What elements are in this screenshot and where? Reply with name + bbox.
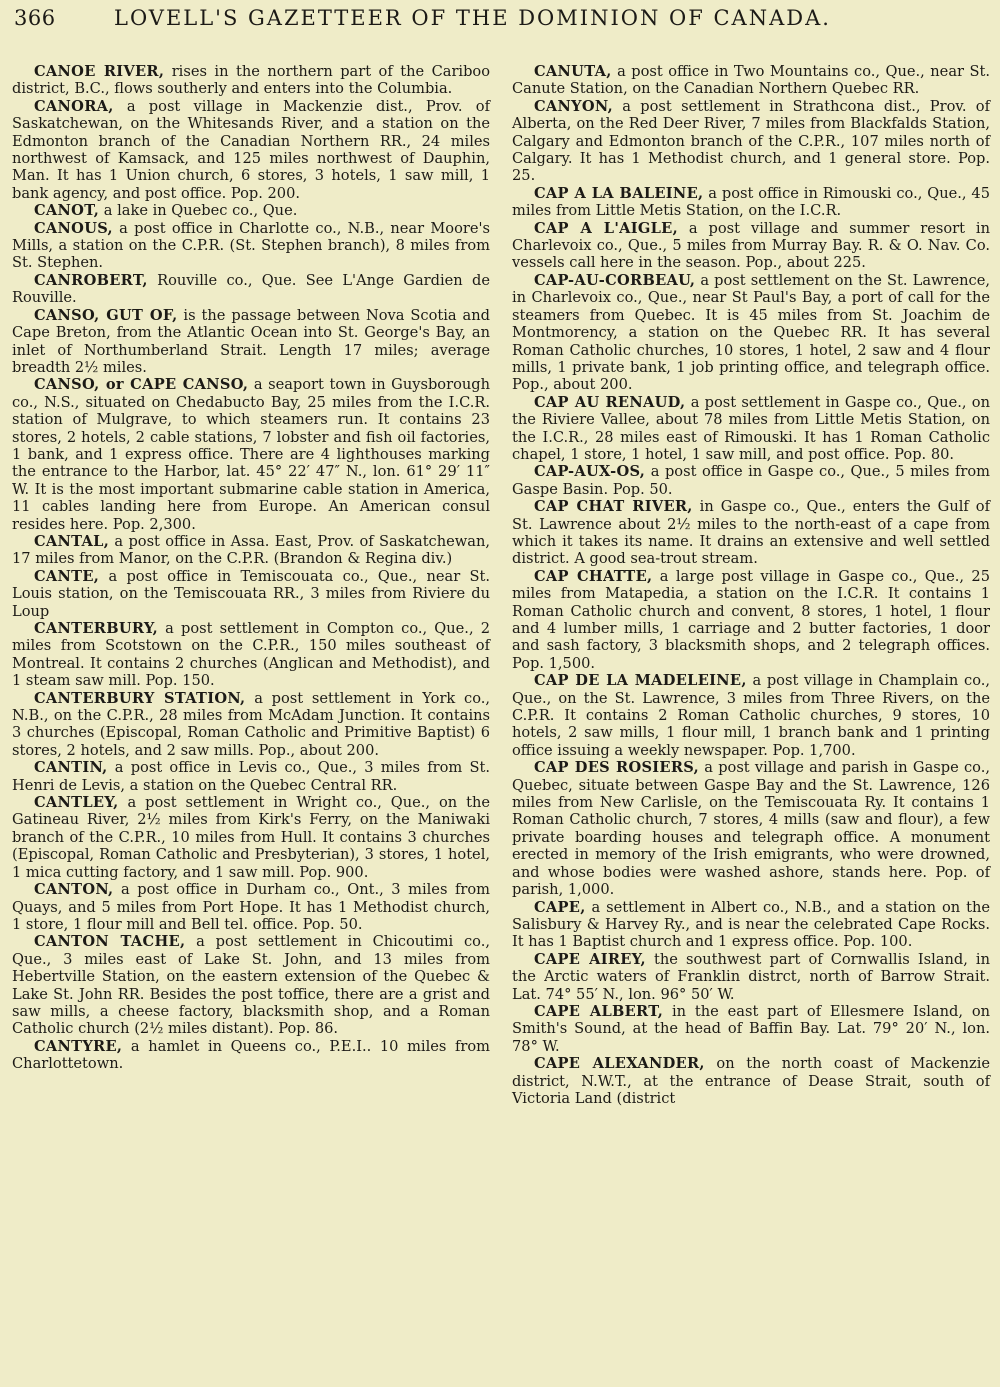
gazetteer-entry — [12, 759, 490, 794]
entry-text: a post office in Levis co., Que., 3 miles from St. Henri de Levis, a station on the Quebec Central RR. — [12, 759, 490, 794]
entry-headword: CANTON TACHE, — [34, 933, 186, 951]
entry-text: a post settlement in Gaspe co., Que., on the Riviere Vallee, about 78 miles from Little Metis Station, on the I.C.R., 28 miles east of Rimouski. It has 1 Roman Catholic chapel, 1 store, 1 hotel, 1 saw mill, and post office. Pop. 80. — [512, 393, 990, 463]
entry-headword: CAPE, — [534, 898, 586, 916]
page-number: 366 — [14, 6, 56, 30]
entry-text: a post office in Durham co., Ont., 3 miles from Quays, and 5 miles from Port Hope. It has 1 Methodist church, 1 store, 1 flour mill and Bell tel. office. Pop. 50. — [12, 881, 490, 933]
entry-text: on the north coast of Mackenzie district, N.W.T., at the entrance of Dease Strait, south of Victoria Land (district — [512, 1055, 991, 1107]
gazetteer-entry — [12, 98, 490, 202]
entry-text: a post office in Rimouski co., Que., 45 miles from Little Metis Station, on the I.C.R. — [512, 184, 990, 220]
left-column — [12, 63, 490, 1073]
gazetteer-entry — [12, 794, 490, 881]
entry-headword: CAP A LA BALEINE, — [534, 184, 704, 202]
gazetteer-entry — [512, 899, 990, 951]
entry-text: in the east part of Ellesmere Island, on Smith's Sound, at the head of Baffin Bay. Lat. 79° 20′ N., lon. 78° W. — [512, 1002, 990, 1055]
entry-headword: CAP-AU-CORBEAU, — [534, 271, 696, 289]
gazetteer-entry — [12, 933, 490, 1037]
entry-text: a post settlement in York co., N.B., on the C.P.R., 28 miles from McAdam Junction. It contains 3 churches (Episcopal, Roman Catholic and Primitive Baptist) 6 stores, 2 hotels, and 2 saw mills. Pop., about 200. — [12, 689, 491, 759]
entry-headword: CANOUS, — [34, 219, 113, 237]
gazetteer-entry — [512, 63, 990, 98]
entry-headword: CANTERBURY, — [34, 620, 159, 637]
entry-text: a large post village in Gaspe co., Que., 25 miles from Matapedia, a station on the I.C.R. It contains 1 Roman Catholic church and convent, 8 stores, 1 hotel, 1 flour and 4 lumber mills, 1 carriage and 2 butter factories, 1 door and sash factory, 3 blacksmith shops, and 2 telegraph offices. Pop. 1,500. — [512, 567, 991, 672]
entry-text: a post village and summer resort in Charlevoix co., Que., 5 miles from Murray Bay. R. & O. Nav. Co. vessels call here in the season. Pop., about 225. — [512, 219, 990, 272]
entry-headword: CAPE ALEXANDER, — [534, 1055, 705, 1073]
gazetteer-entry — [512, 220, 990, 272]
entry-text: a hamlet in Queens co., P.E.I.. 10 miles from Charlottetown. — [12, 1037, 490, 1073]
entry-text: a post village and parish in Gaspe co., Quebec, situate between Gaspe Bay and the St. Lawrence, 126 miles from New Carlisle, on the Temiscouata Ry. It contains 1 Roman Catholic church, 7 stores, 4 mills (saw and flour), a few private boarding houses and telegraph office. A monument erected in memory of the Irish emigrants, who were drowned, and whose bodies were washed ashore, stands here. Pop. of parish, 1,000. — [512, 759, 990, 899]
entry-headword: CANTON, — [34, 881, 114, 899]
entry-headword: CAP CHAT RIVER, — [534, 498, 693, 516]
entry-headword: CANYON, — [534, 97, 613, 115]
entry-headword: CAP AU RENAUD, — [534, 393, 686, 411]
entry-text: in Gaspe co., Que., enters the Gulf of St. Lawrence about 2½ miles to the north-east of a cape from which it takes its name. It drains an extensive and well settled district. A good sea-trout stream. — [512, 498, 990, 568]
gazetteer-entry — [12, 690, 490, 760]
gazetteer-entry — [512, 1003, 990, 1055]
entry-headword: CAP DES ROSIERS, — [534, 759, 699, 777]
entry-text: a post office in Temiscouata co., Que., near St. Louis station, on the Temiscouata RR., 3 miles from Riviere du Loup — [12, 567, 490, 620]
gazetteer-entry — [12, 376, 490, 533]
gazetteer-entry — [512, 185, 990, 220]
entry-headword: CANTAL, — [34, 532, 110, 550]
gazetteer-entry — [512, 394, 990, 464]
entry-headword: CAPE ALBERT, — [534, 1002, 664, 1020]
entry-headword: CAPE AIREY, — [534, 950, 646, 968]
entry-text: a post settlement in Strathcona dist., Prov. of Alberta, on the Red Deer River, 7 miles from Blackfalds Station, Calgary and Edmonton branch of the C.P.R., 107 miles north of Calgary. It has 1 Methodist church, and 1 general store. Pop. 25. — [512, 97, 990, 185]
right-column — [512, 63, 990, 1107]
entry-headword: CAP DE LA MADELEINE, — [534, 672, 747, 690]
entry-headword: CANTERBURY STATION, — [34, 689, 246, 707]
entry-text: a post settlement in Wright co., Que., on the Gatineau River, 2½ miles from Kirk's Ferry, on the Maniwaki branch of the C.P.R., 10 miles from Hull. It contains 3 churches (Episcopal, Roman Catholic and Presbyterian), 3 stores, 1 hotel, 1 mica cutting factory, and 1 saw mill. Pop. 900. — [12, 794, 490, 881]
entry-headword: CANTLEY, — [34, 794, 119, 812]
entry-headword: CANUTA, — [534, 63, 612, 80]
entry-headword: CAP-AUX-OS, — [534, 463, 646, 481]
entry-text: a post office in Gaspe co., Que., 5 miles from Gaspe Basin. Pop. 50. — [512, 463, 990, 498]
entry-headword: CANTE, — [34, 567, 100, 585]
gazetteer-entry — [12, 881, 490, 933]
entry-text: a post office in Assa. East, Prov. of Saskatchewan, 17 miles from Manor, on the C.P.R. (Brandon & Regina div.) — [12, 532, 490, 568]
gazetteer-entry — [512, 568, 990, 672]
entry-text: rises in the northern part of the Cariboo district, B.C., flows southerly and enters into the Columbia. — [12, 63, 491, 98]
gazetteer-entry — [512, 1055, 990, 1107]
entry-text: a post village in Champlain co., Que., on the St. Lawrence, 3 miles from Three Rivers, on the C.P.R. It contains 2 Roman Catholic churches, 9 stores, 10 hotels, 2 saw mills, 1 flour mill, 1 branch bank and 1 printing office issuing a weekly newspaper. Pop. 1,700. — [512, 672, 991, 759]
entry-text: a post village in Mackenzie dist., Prov. of Saskatchewan, on the Whitesands River, and a station on the Edmonton branch of the Canadian Northern RR., 24 miles northwest of Kamsack, and 125 miles northwest of Dauphin, Man. It has 1 Union church, 6 stores, 3 hotels, 1 saw mill, 1 bank agency, and post office. Pop. 200. — [12, 97, 490, 202]
entry-text: Rouville co., Que. See L'Ange Gardien de Rouville. — [12, 271, 490, 307]
gazetteer-entry — [12, 307, 490, 377]
entry-headword: CANORA, — [34, 97, 114, 115]
gazetteer-entry — [512, 759, 990, 898]
entry-text: a post office in Charlotte co., N.B., near Moore's Mills, a station on the C.P.R. (St. Stephen branch), 8 miles from St. Stephen. — [12, 219, 490, 272]
gazetteer-entry — [512, 498, 990, 568]
gazetteer-entry — [12, 620, 490, 690]
gazetteer-entry — [12, 568, 490, 620]
gazetteer-entry — [12, 202, 490, 219]
gazetteer-entry — [512, 272, 990, 394]
entry-headword: CAP CHATTE, — [534, 567, 653, 585]
gazetteer-entry — [512, 951, 990, 1003]
gazetteer-entry — [12, 533, 490, 568]
entry-headword: CANOE RIVER, — [34, 63, 165, 80]
running-title: LOVELL'S GAZETTEER OF THE DOMINION OF CANADA. — [114, 6, 831, 30]
entry-headword: CANSO, GUT OF, — [34, 306, 178, 324]
entry-text: is the passage between Nova Scotia and Cape Breton, from the Atlantic Ocean into St. George's Bay, an inlet of Northumberland Strait. Length 17 miles; average breadth 2½ miles. — [12, 306, 490, 376]
entry-text: a seaport town in Guysborough co., N.S., situated on Chedabucto Bay, 25 miles from the I.C.R. station of Mulgrave, to which steamers run. It contains 23 stores, 2 hotels, 2 cable stations, 7 lobster and fish oil factories, 1 bank, and 1 express office. There are 4 lighthouses marking the entrance to the Harbor, lat. 45° 22′ 47″ N., lon. 61° 29′ 11″ W. It is the most important submarine cable station in America, 11 cables landing here from Europe. An American consul resides here. Pop. 2,300. — [12, 376, 491, 533]
entry-headword: CANTYRE, — [34, 1037, 123, 1055]
entry-text: the southwest part of Cornwallis Island, in the Arctic waters of Franklin distrct, north of Barrow Strait. Lat. 74° 55′ N., lon. 96° 50′ W. — [512, 950, 990, 1003]
text-columns — [0, 63, 1000, 1381]
gazetteer-entry — [12, 272, 490, 307]
entry-text: a post office in Two Mountains co., Que., near St. Canute Station, on the Canadian Northern Quebec RR. — [512, 63, 990, 98]
page-header — [14, 6, 986, 34]
gazetteer-entry — [12, 220, 490, 272]
entry-headword: CANTIN, — [34, 759, 108, 777]
entry-text: a post settlement in Compton co., Que., 2 miles from Scotstown on the C.P.R., 150 miles southeast of Montreal. It contains 2 churches (Anglican and Methodist), and 1 steam saw mill. Pop. 150. — [12, 620, 490, 690]
entry-headword: CAP A L'AIGLE, — [534, 219, 678, 237]
entry-text: a post settlement in Chicoutimi co., Que., 3 miles east of Lake St. John, and 13 miles from Hebertville Station, on the eastern extension of the Quebec & Lake St. John RR. Besides the post toffice, there are a grist and saw mills, a cheese factory, blacksmith shop, and a Roman Catholic church (2½ miles distant). Pop. 86. — [12, 933, 490, 1038]
gazetteer-entry — [512, 463, 990, 498]
entry-headword: CANOT, — [34, 202, 100, 220]
gazetteer-entry — [512, 672, 990, 759]
gazetteer-entry — [12, 63, 490, 98]
entry-text: a lake in Quebec co., Que. — [99, 202, 298, 220]
gazetteer-entry — [12, 1038, 490, 1073]
entry-headword: CANSO, or CAPE CANSO, — [34, 376, 249, 394]
entry-text: a settlement in Albert co., N.B., and a station on the Salisbury & Harvey Ry., and is near the celebrated Cape Rocks. It has 1 Baptist church and 1 express office. Pop. 100. — [512, 898, 990, 951]
entry-headword: CANROBERT, — [34, 271, 148, 289]
entry-text: a post settlement on the St. Lawrence, in Charlevoix co., Que., near St Paul's Bay, a port of call for the steamers from Quebec. It is 45 miles from St. Joachim de Montmorency, a station on the Quebec RR. It has several Roman Catholic churches, 10 stores, 1 hotel, 2 saw and 4 flour mills, 1 private bank, 1 job printing office, and telegraph office. Pop., about 200. — [512, 271, 990, 394]
gazetteer-entry — [512, 98, 990, 185]
